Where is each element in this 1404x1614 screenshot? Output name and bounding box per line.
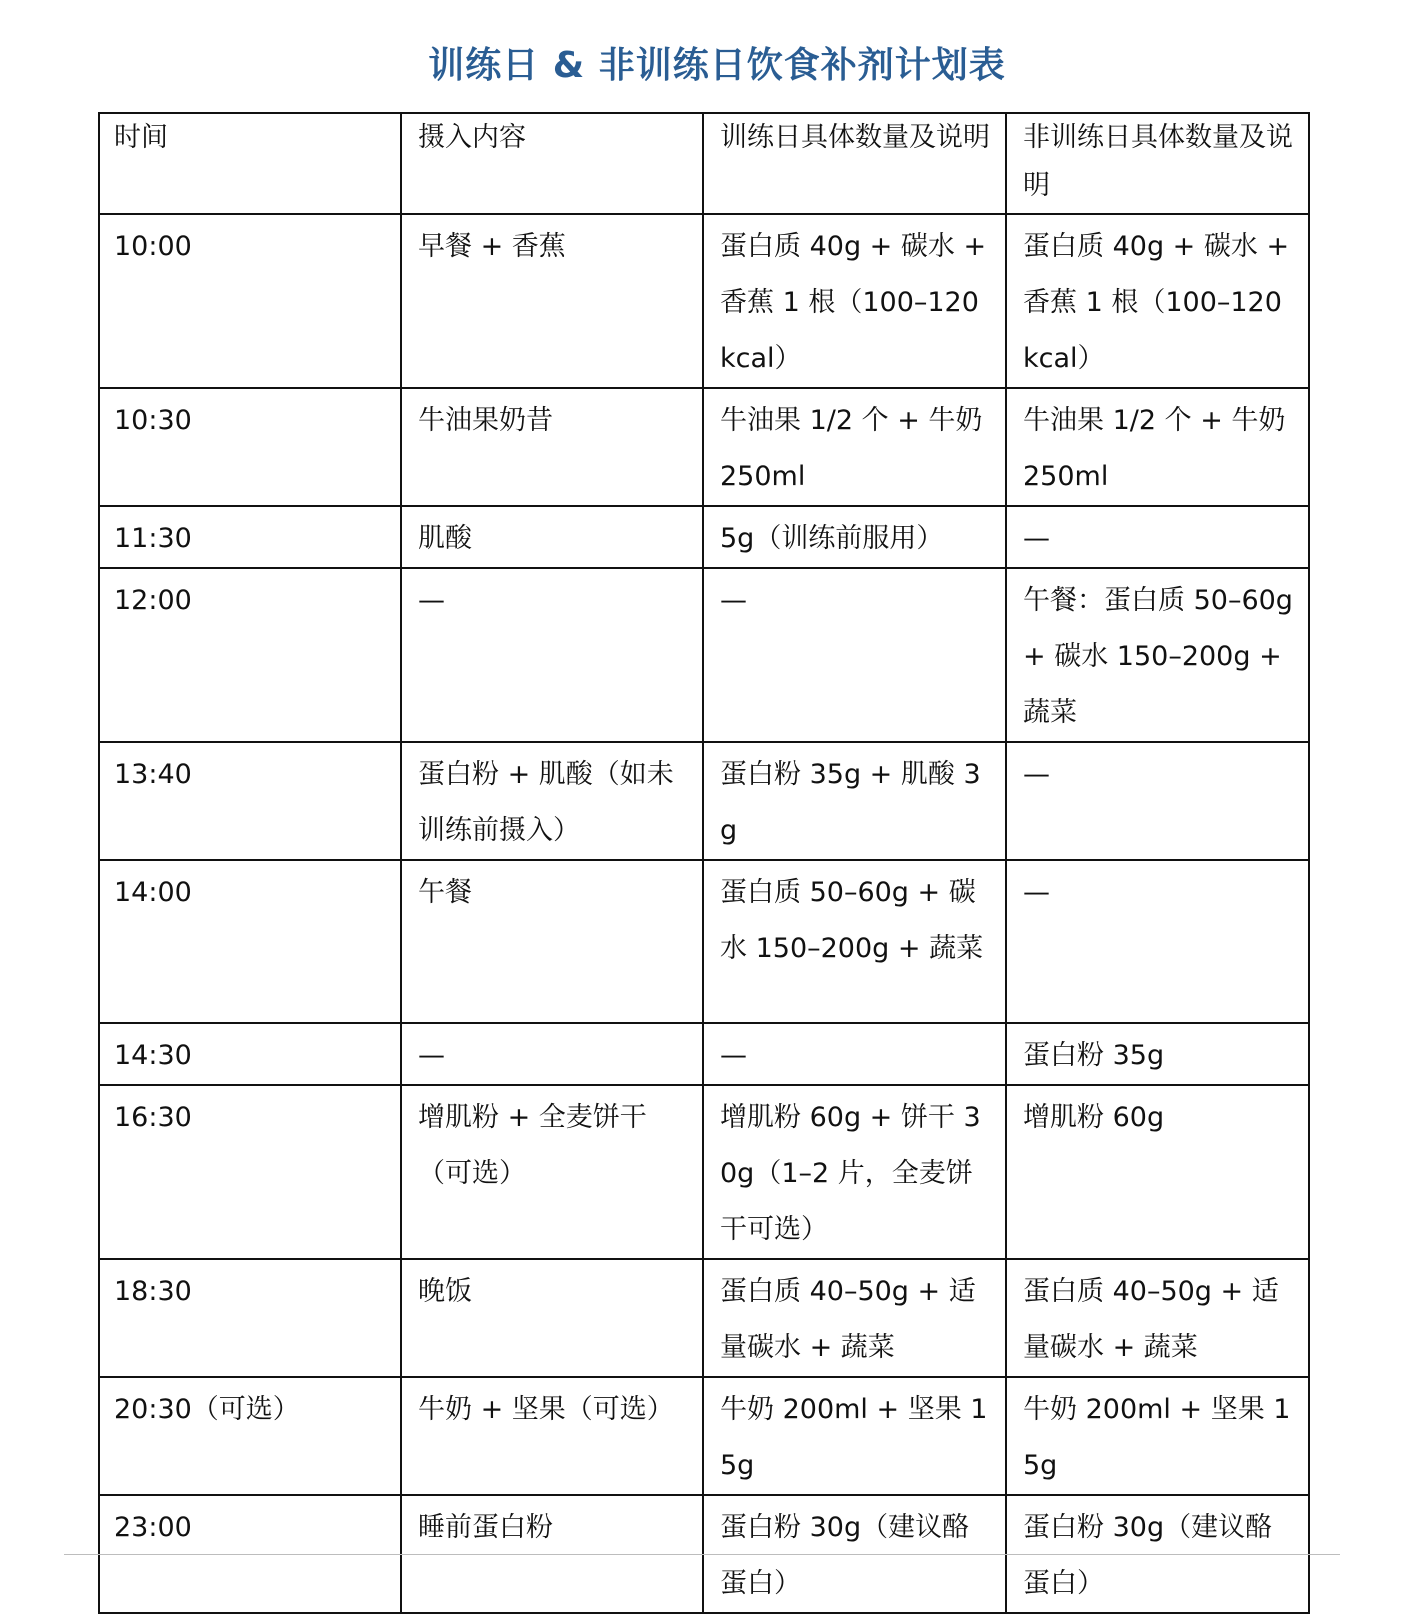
rest-day-cell: — <box>1006 742 1309 860</box>
training-day-cell: 蛋白质 40g + 碳水 + 香蕉 1 根（100–120 kcal） <box>703 214 1006 388</box>
rest-day-cell: 蛋白粉 30g（建议酪蛋白） <box>1006 1495 1309 1613</box>
table-row <box>99 506 1309 568</box>
time-cell: 12:00 <box>99 568 401 742</box>
table-row <box>99 1377 1309 1495</box>
rest-day-cell: 牛油果 1/2 个 + 牛奶 250ml <box>1006 388 1309 506</box>
intake-cell: 蛋白粉 + 肌酸（如未训练前摄入） <box>401 742 703 860</box>
intake-cell: — <box>401 1023 703 1085</box>
header-time: 时间 <box>99 113 401 214</box>
header-intake: 摄入内容 <box>401 113 703 214</box>
training-day-cell: 蛋白粉 30g（建议酪蛋白） <box>703 1495 1006 1613</box>
table-row <box>99 1023 1309 1085</box>
page-bottom-divider <box>64 1554 1340 1555</box>
table-row <box>99 742 1309 860</box>
training-day-cell: 蛋白粉 35g + 肌酸 3g <box>703 742 1006 860</box>
rest-day-cell: 午餐：蛋白质 50–60g + 碳水 150–200g + 蔬菜 <box>1006 568 1309 742</box>
time-cell: 14:30 <box>99 1023 401 1085</box>
training-day-cell: — <box>703 568 1006 742</box>
table-row <box>99 1085 1309 1259</box>
intake-cell: 早餐 + 香蕉 <box>401 214 703 388</box>
time-cell: 20:30（可选） <box>99 1377 401 1495</box>
time-cell: 23:00 <box>99 1495 401 1613</box>
table-header-row <box>99 113 1309 214</box>
table-row <box>99 388 1309 506</box>
time-cell: 11:30 <box>99 506 401 568</box>
table-row <box>99 568 1309 742</box>
rest-day-cell: 蛋白质 40g + 碳水 + 香蕉 1 根（100–120 kcal） <box>1006 214 1309 388</box>
training-day-cell: 蛋白质 50–60g + 碳水 150–200g + 蔬菜 <box>703 860 1006 1023</box>
training-day-cell: 牛油果 1/2 个 + 牛奶 250ml <box>703 388 1006 506</box>
intake-cell: 增肌粉 + 全麦饼干（可选） <box>401 1085 703 1259</box>
rest-day-cell: — <box>1006 506 1309 568</box>
intake-cell: 牛油果奶昔 <box>401 388 703 506</box>
supplement-plan-table <box>98 112 1310 1614</box>
training-day-cell: 牛奶 200ml + 坚果 15g <box>703 1377 1006 1495</box>
rest-day-cell: — <box>1006 860 1309 1023</box>
table-row <box>99 860 1309 1023</box>
intake-cell: 晚饭 <box>401 1259 703 1377</box>
header-rest-day: 非训练日具体数量及说明 <box>1006 113 1309 214</box>
training-day-cell: 增肌粉 60g + 饼干 30g（1–2 片，全麦饼干可选） <box>703 1085 1006 1259</box>
time-cell: 18:30 <box>99 1259 401 1377</box>
table-row <box>99 1259 1309 1377</box>
header-training-day: 训练日具体数量及说明 <box>703 113 1006 214</box>
training-day-cell: 5g（训练前服用） <box>703 506 1006 568</box>
intake-cell: 睡前蛋白粉 <box>401 1495 703 1613</box>
rest-day-cell: 蛋白粉 35g <box>1006 1023 1309 1085</box>
time-cell: 10:00 <box>99 214 401 388</box>
intake-cell: 肌酸 <box>401 506 703 568</box>
training-day-cell: — <box>703 1023 1006 1085</box>
intake-cell: 牛奶 + 坚果（可选） <box>401 1377 703 1495</box>
time-cell: 16:30 <box>99 1085 401 1259</box>
time-cell: 10:30 <box>99 388 401 506</box>
rest-day-cell: 牛奶 200ml + 坚果 15g <box>1006 1377 1309 1495</box>
training-day-cell: 蛋白质 40–50g + 适量碳水 + 蔬菜 <box>703 1259 1006 1377</box>
rest-day-cell: 增肌粉 60g <box>1006 1085 1309 1259</box>
intake-cell: — <box>401 568 703 742</box>
page-title: 训练日 & 非训练日饮食补剂计划表 <box>428 45 1006 86</box>
time-cell: 13:40 <box>99 742 401 860</box>
time-cell: 14:00 <box>99 860 401 1023</box>
intake-cell: 午餐 <box>401 860 703 1023</box>
rest-day-cell: 蛋白质 40–50g + 适量碳水 + 蔬菜 <box>1006 1259 1309 1377</box>
table-row <box>99 214 1309 388</box>
